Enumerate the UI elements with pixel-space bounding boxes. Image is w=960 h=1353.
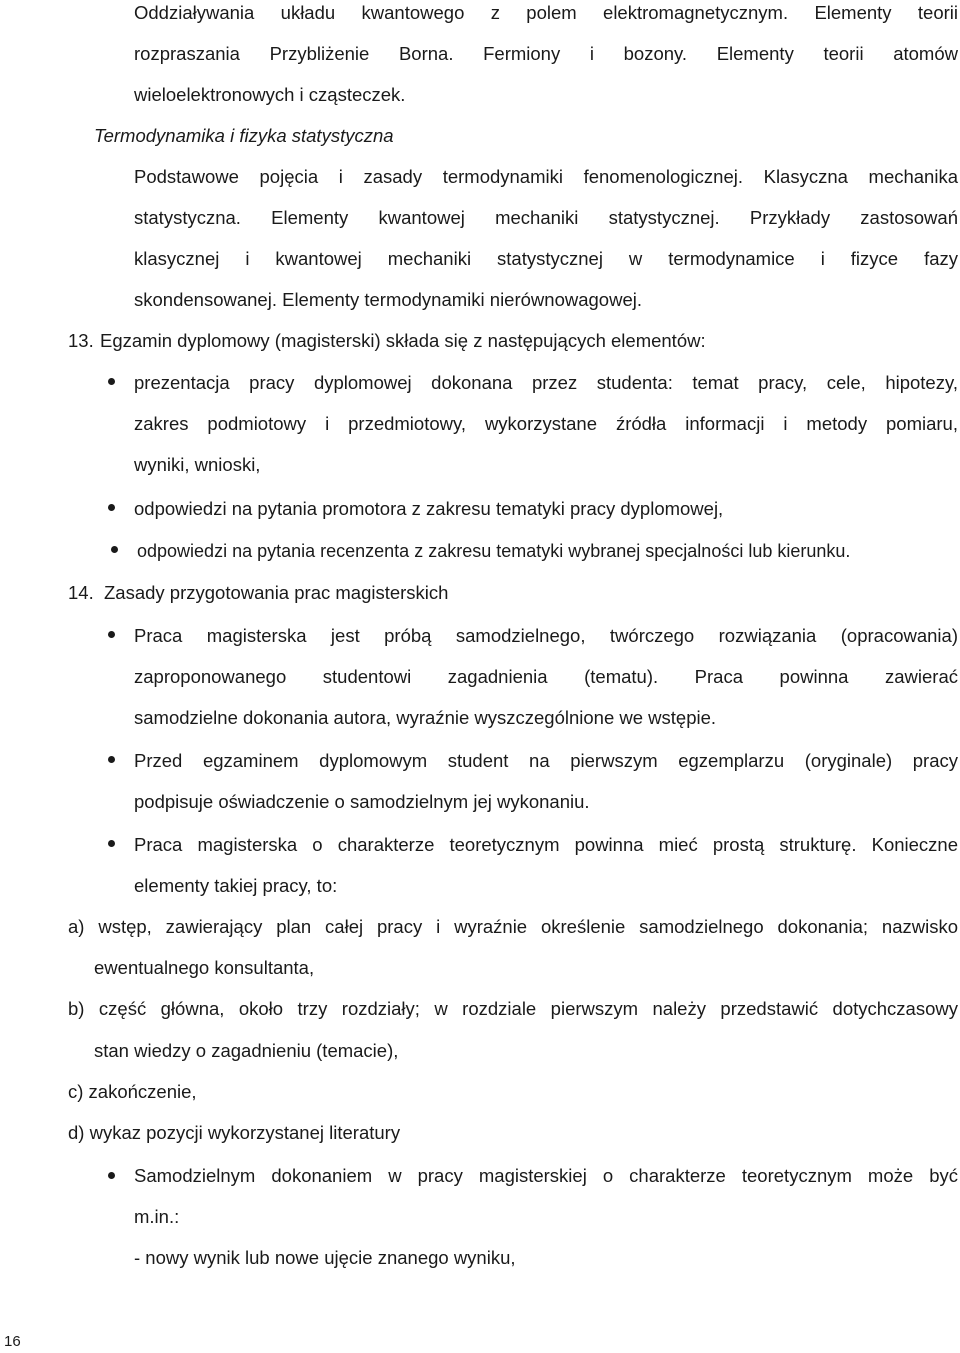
quantum-text-line-1: Oddziaływania układu kwantowego z polem elektromagnetycznym. Elementy teorii <box>134 2 958 23</box>
last-bullet-line-1: Samodzielnym dokonaniem w pracy magisterskiej o charakterze teoretycznym może być <box>134 1165 958 1186</box>
bullet-icon <box>108 378 115 385</box>
thermo-text-line-2: statystyczna. Elementy kwantowej mechaniki statystycznej. Przykłady zastosowań <box>134 207 958 228</box>
bullet-icon <box>108 1172 115 1179</box>
bullet-icon <box>111 546 118 553</box>
part-d-line-1: d) wykaz pozycji wykorzystanej literatury <box>68 1122 401 1143</box>
item14-bullet1-line-1: Praca magisterska jest próbą samodzielnego, twórczego rozwiązania (opracowania) <box>134 625 958 646</box>
thermo-text-line-1: Podstawowe pojęcia i zasady termodynamiki fenomenologicznej. Klasyczna mechanika <box>134 166 958 187</box>
item13-heading: Egzamin dyplomowy (magisterski) składa się z następujących elementów: <box>100 330 706 351</box>
quantum-text-line-2: rozpraszania Przybliżenie Borna. Fermiony i bozony. Elementy teorii atomów <box>134 43 958 64</box>
bullet-icon <box>108 840 115 847</box>
item14-bullet1-line-2: zaproponowanego studentowi zagadnienia (tematu). Praca powinna zawierać <box>134 666 958 687</box>
item14-heading: Zasady przygotowania prac magisterskich <box>104 582 449 603</box>
bullet-icon <box>108 756 115 763</box>
thermo-title: Termodynamika i fizyka statystyczna <box>94 125 394 146</box>
bullet-icon <box>108 631 115 638</box>
quantum-text-line-3: wieloelektronowych i cząsteczek. <box>134 84 406 105</box>
part-a-line-2: ewentualnego konsultanta, <box>94 957 315 978</box>
thermo-text-line-3: klasycznej i kwantowej mechaniki statystycznej w termodynamice i fizyce fazy <box>134 248 958 269</box>
item14-bullet2-line-1: Przed egzaminem dyplomowym student na pierwszym egzemplarzu (oryginale) pracy <box>134 750 958 771</box>
item13-number: 13. <box>68 330 94 351</box>
part-c-line-1: c) zakończenie, <box>68 1081 197 1102</box>
item14-bullet2-line-2: podpisuje oświadczenie o samodzielnym jej wykonaniu. <box>134 791 590 812</box>
item14-number: 14. <box>68 582 94 603</box>
item13-bullet1-line-3: wyniki, wnioski, <box>134 454 261 475</box>
item13-bullet3-line-1: odpowiedzi na pytania recenzenta z zakresu tematyki wybranej specjalności lub kierunku. <box>137 541 851 561</box>
item13-bullet2-line-1: odpowiedzi na pytania promotora z zakresu tematyki pracy dyplomowej, <box>134 498 724 519</box>
item13-bullet1-line-2: zakres podmiotowy i przedmiotowy, wykorzystane źródła informacji i metody pomiaru, <box>134 413 958 434</box>
item14-bullet1-line-3: samodzielne dokonania autora, wyraźnie wyszczególnione we wstępie. <box>134 707 717 728</box>
page-number: 16 <box>4 1333 21 1350</box>
item14-bullet3-line-2: elementy takiej pracy, to: <box>134 875 338 896</box>
bullet-icon <box>108 504 115 511</box>
thermo-text-line-4: skondensowanej. Elementy termodynamiki nierównowagowej. <box>134 289 642 310</box>
dash-item: - nowy wynik lub nowe ujęcie znanego wyniku, <box>134 1247 516 1268</box>
item13-bullet1-line-1: prezentacja pracy dyplomowej dokonana przez studenta: temat pracy, cele, hipotezy, <box>134 372 958 393</box>
part-b-line-2: stan wiedzy o zagadnieniu (temacie), <box>94 1040 399 1061</box>
last-bullet-line-2: m.in.: <box>134 1206 180 1227</box>
item14-bullet3-line-1: Praca magisterska o charakterze teoretycznym powinna mieć prostą strukturę. Konieczne <box>134 834 958 855</box>
part-b-line-1: b) część główna, około trzy rozdziały; w rozdziale pierwszym należy przedstawić dotychczasowy <box>68 998 958 1019</box>
part-a-line-1: a) wstęp, zawierający plan całej pracy i wyraźnie określenie samodzielnego dokonania; nazwisko <box>68 916 958 937</box>
